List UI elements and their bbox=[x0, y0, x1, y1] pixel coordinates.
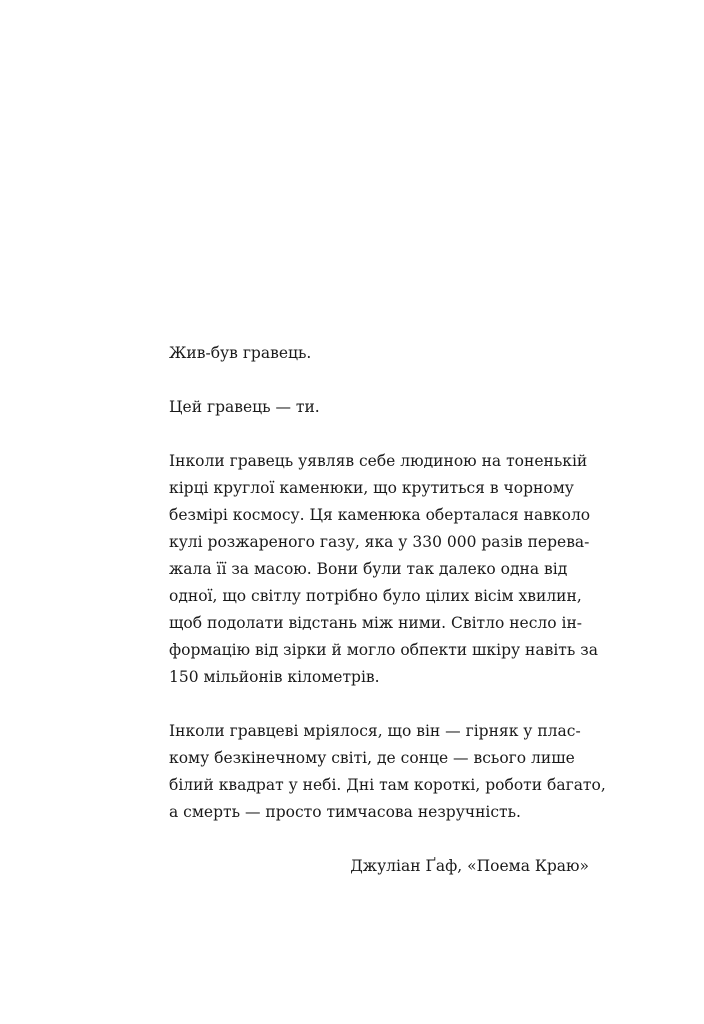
text-line: Жив-був гравець. bbox=[169, 344, 312, 362]
text-line: одної, що світлу потрібно було цілих вісім хвилин, bbox=[169, 587, 582, 605]
text-line: формацію від зірки й могло обпекти шкіру навіть за bbox=[169, 641, 598, 659]
text-line: кірці круглої каменюки, що крутиться в чорному bbox=[169, 479, 574, 497]
text-line: жала її за масою. Вони були так далеко одна від bbox=[169, 560, 568, 578]
paragraph-1 bbox=[169, 340, 589, 367]
paragraph-2 bbox=[169, 394, 589, 421]
paragraph-3 bbox=[169, 448, 598, 691]
attribution: Джуліан Ґаф, «Поема Краю» bbox=[350, 857, 589, 875]
epigraph bbox=[169, 340, 606, 880]
text-line: Інколи гравець уявляв себе людиною на тоненькій bbox=[169, 452, 588, 470]
text-line: безмірі космосу. Ця каменюка оберталася навколо bbox=[169, 506, 591, 524]
text-line: а смерть — просто тимчасова незручність. bbox=[169, 803, 521, 821]
text-line: 150 мільйонів кілометрів. bbox=[169, 668, 380, 686]
paragraph-4 bbox=[169, 718, 606, 826]
text-line: Інколи гравцеві мріялося, що він — гірняк у плас- bbox=[169, 722, 581, 740]
text-line: білий квадрат у небі. Дні там короткі, роботи багато, bbox=[169, 776, 606, 794]
text-line: щоб подолати відстань між ними. Світло несло ін- bbox=[169, 614, 583, 632]
text-line: кому безкінечному світі, де сонце — всього лише bbox=[169, 749, 575, 767]
text-line: кулі розжареного газу, яка у 330 000 разів перева- bbox=[169, 533, 590, 551]
text-line: Цей гравець — ти. bbox=[169, 398, 320, 416]
